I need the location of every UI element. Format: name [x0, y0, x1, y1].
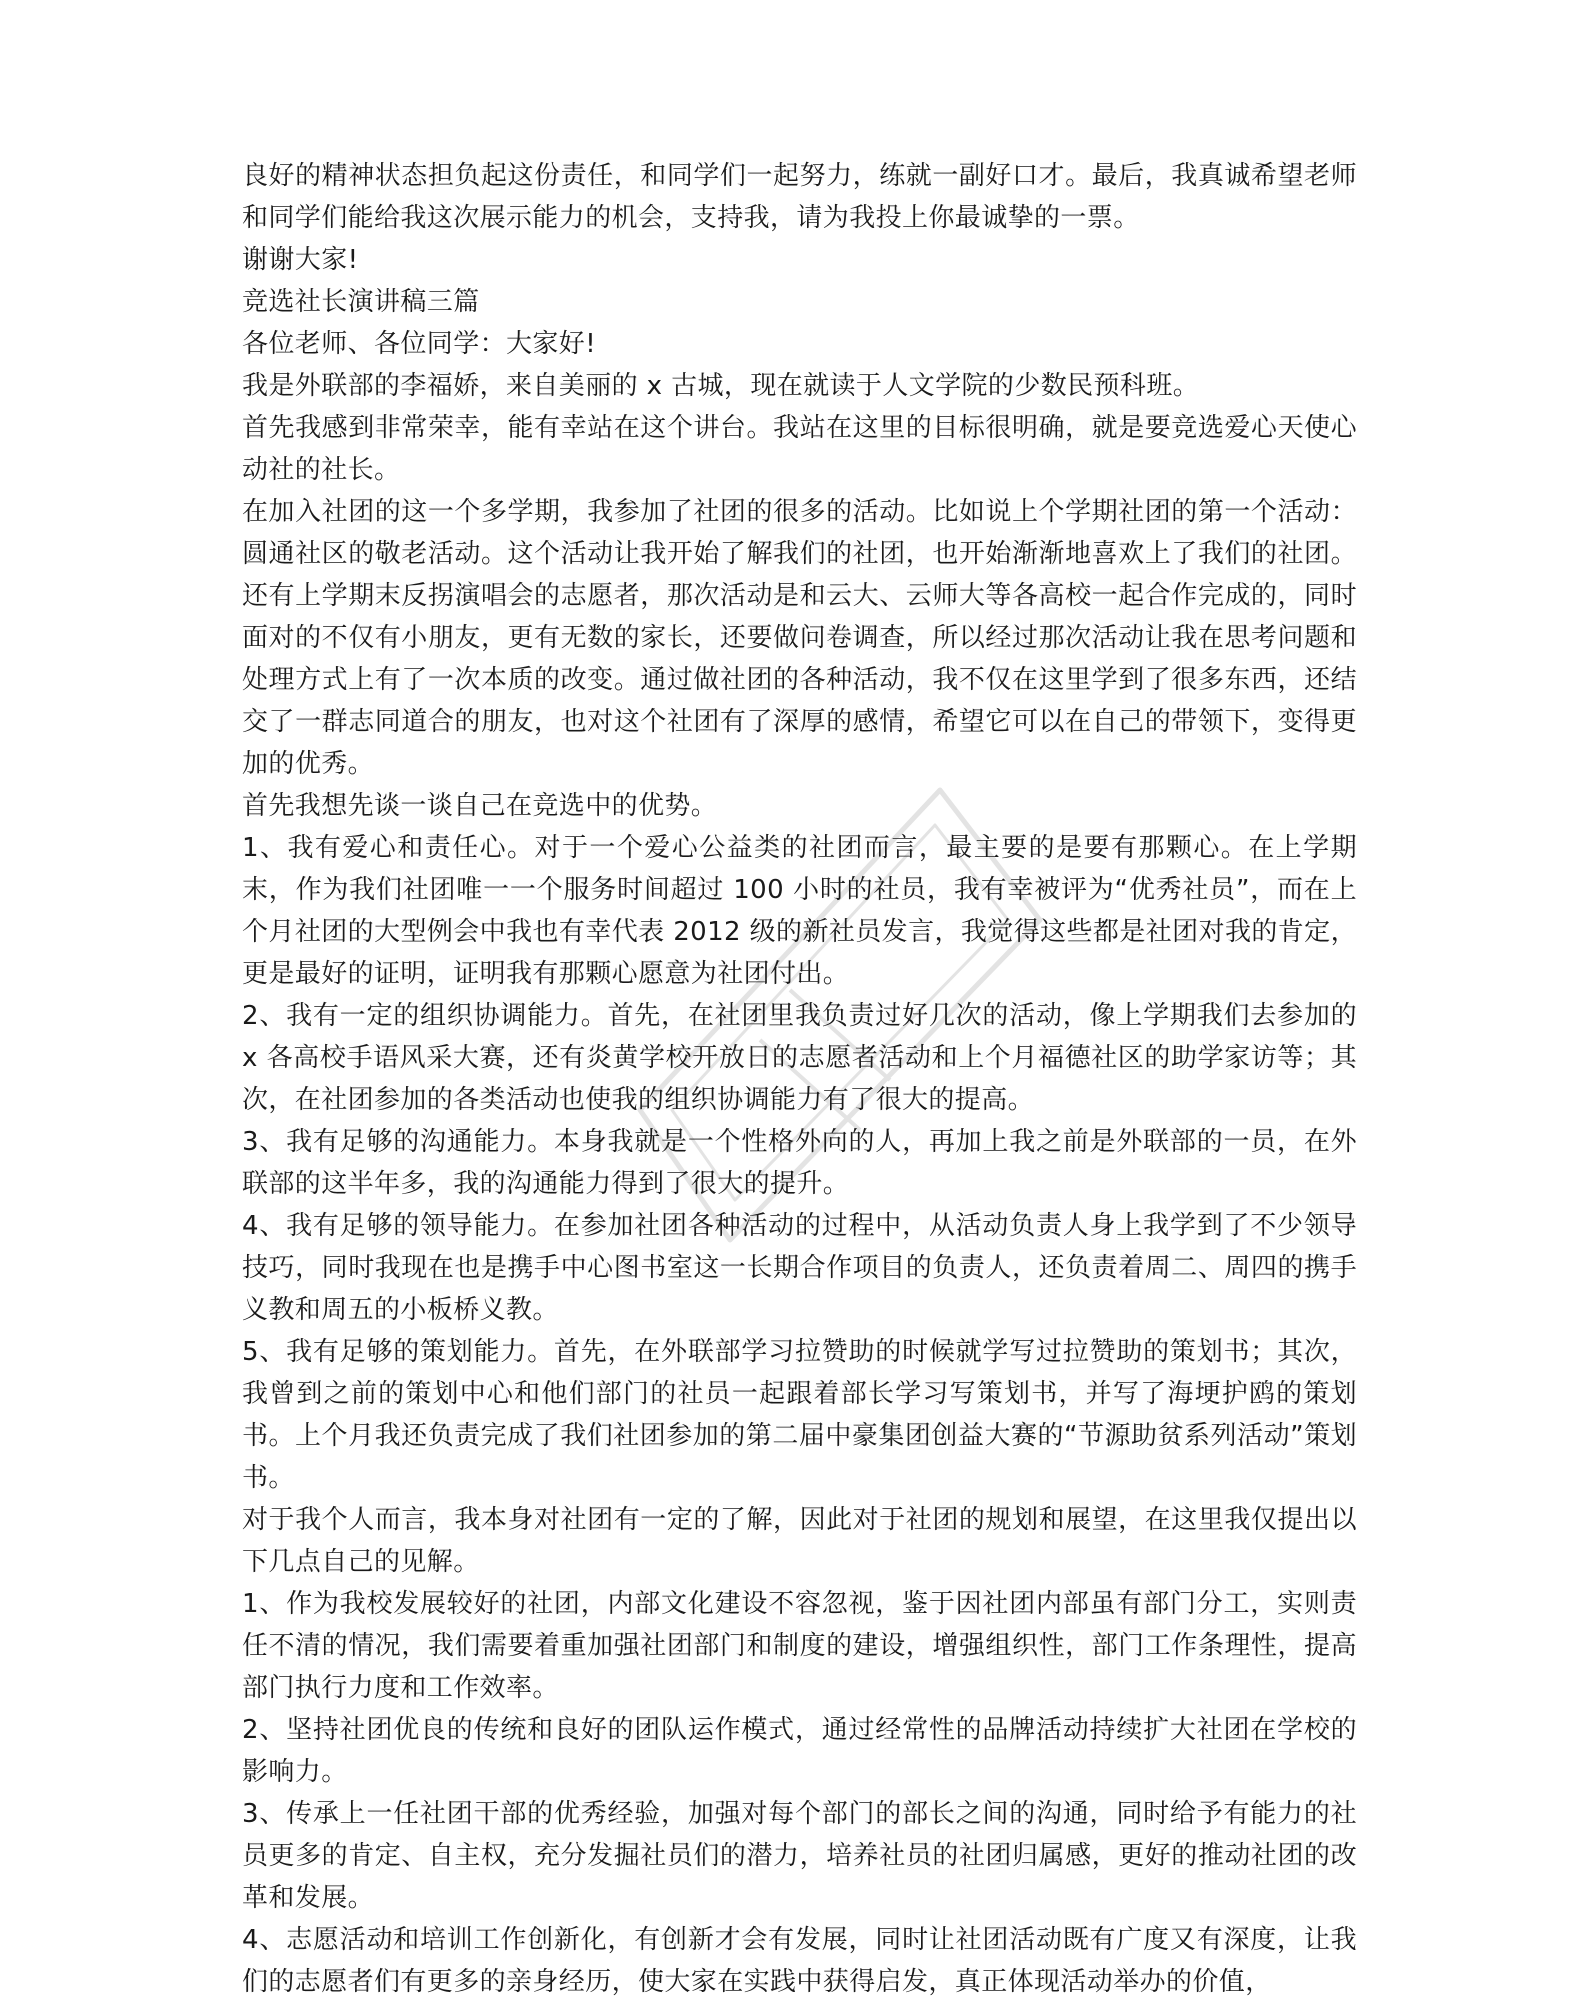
paragraph: 首先我感到非常荣幸，能有幸站在这个讲台。我站在这里的目标很明确，就是要竞选爱心天使心动社的社长。: [242, 413, 1357, 485]
paragraph: 谢谢大家!: [242, 245, 359, 275]
list-item: 2、我有一定的组织协调能力。首先，在社团里我负责过好几次的活动，像上学期我们去参加的 x 各高校手语风采大赛，还有炎黄学校开放日的志愿者活动和上个月福德社区的助学家访等；其次，在社团参加的各类活动也使我的组织协调能力有了很大的提高。: [242, 1001, 1357, 1115]
list-item: 1、作为我校发展较好的社团，内部文化建设不容忽视，鉴于因社团内部虽有部门分工，实则责任不清的情况，我们需要着重加强社团部门和制度的建设，增强组织性，部门工作条理性，提高部门执行力度和工作效率。: [242, 1589, 1357, 1703]
paragraph: 对于我个人而言，我本身对社团有一定的了解，因此对于社团的规划和展望，在这里我仅提出以下几点自己的见解。: [242, 1505, 1357, 1577]
paragraph: 各位老师、各位同学：大家好!: [242, 329, 597, 359]
paragraph: 我是外联部的李福娇，来自美丽的 x 古城，现在就读于人文学院的少数民预科班。: [242, 371, 1200, 401]
document-body: [242, 155, 1357, 2003]
list-item: 5、我有足够的策划能力。首先，在外联部学习拉赞助的时候就学写过拉赞助的策划书；其次，我曾到之前的策划中心和他们部门的社员一起跟着部长学习写策划书，并写了海埂护鸥的策划书。上个月我还负责完成了我们社团参加的第二届中豪集团创益大赛的“节源助贫系列活动”策划书。: [242, 1337, 1357, 1493]
paragraph: 良好的精神状态担负起这份责任，和同学们一起努力，练就一副好口才。最后，我真诚希望老师和同学们能给我这次展示能力的机会，支持我，请为我投上你最诚挚的一票。: [242, 161, 1357, 233]
list-item: 1、我有爱心和责任心。对于一个爱心公益类的社团而言，最主要的是要有那颗心。在上学期末，作为我们社团唯一一个服务时间超过 100 小时的社员，我有幸被评为“优秀社员”，而在上个月社团的大型例会中我也有幸代表 2012 级的新社员发言，我觉得这些都是社团对我的肯定，更是最好的证明，证明我有那颗心愿意为社团付出。: [242, 833, 1357, 989]
list-item: 3、传承上一任社团干部的优秀经验，加强对每个部门的部长之间的沟通，同时给予有能力的社员更多的肯定、自主权，充分发掘社员们的潜力，培养社员的社团归属感，更好的推动社团的改革和发展。: [242, 1799, 1357, 1913]
list-item: 4、志愿活动和培训工作创新化，有创新才会有发展，同时让社团活动既有广度又有深度，让我们的志愿者们有更多的亲身经历，使大家在实践中获得启发，真正体现活动举办的价值，: [242, 1925, 1357, 1997]
list-item: 4、我有足够的领导能力。在参加社团各种活动的过程中，从活动负责人身上我学到了不少领导技巧，同时我现在也是携手中心图书室这一长期合作项目的负责人，还负责着周二、周四的携手义教和周五的小板桥义教。: [242, 1211, 1357, 1325]
paragraph: 在加入社团的这一个多学期，我参加了社团的很多的活动。比如说上个学期社团的第一个活动：圆通社区的敬老活动。这个活动让我开始了解我们的社团，也开始渐渐地喜欢上了我们的社团。还有上学期末反拐演唱会的志愿者，那次活动是和云大、云师大等各高校一起合作完成的，同时面对的不仅有小朋友，更有无数的家长，还要做问卷调查，所以经过那次活动让我在思考问题和处理方式上有了一次本质的改变。通过做社团的各种活动，我不仅在这里学到了很多东西，还结交了一群志同道合的朋友，也对这个社团有了深厚的感情，希望它可以在自己的带领下，变得更加的优秀。: [242, 497, 1357, 779]
list-item: 2、坚持社团优良的传统和良好的团队运作模式，通过经常性的品牌活动持续扩大社团在学校的影响力。: [242, 1715, 1357, 1787]
paragraph: 首先我想先谈一谈自己在竞选中的优势。: [242, 791, 718, 821]
section-title: 竞选社长演讲稿三篇: [242, 287, 480, 317]
list-item: 3、我有足够的沟通能力。本身我就是一个性格外向的人，再加上我之前是外联部的一员，在外联部的这半年多，我的沟通能力得到了很大的提升。: [242, 1127, 1357, 1199]
